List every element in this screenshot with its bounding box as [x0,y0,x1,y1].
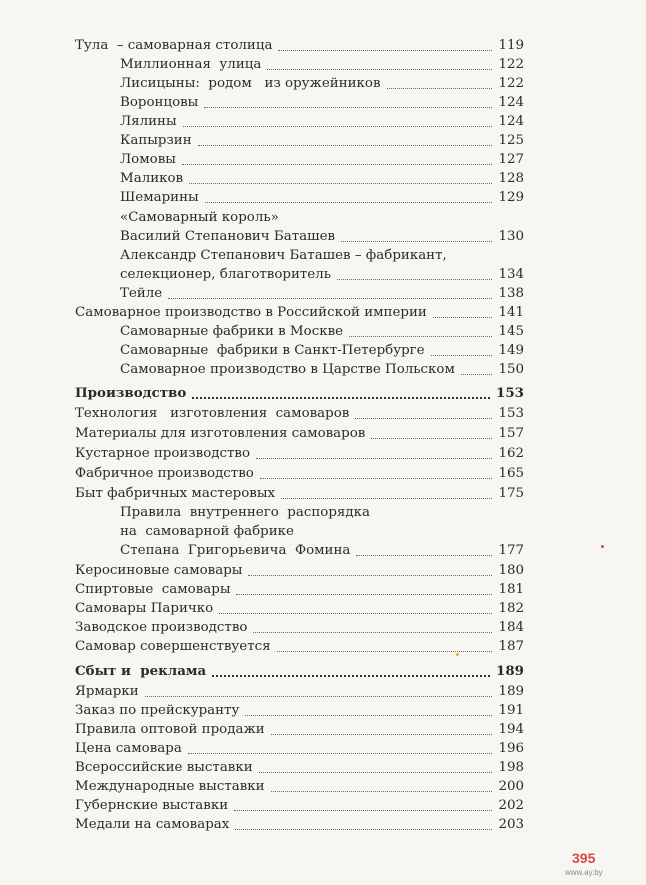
toc-entry-title: Ярмарки [75,684,139,699]
dot-leader [183,126,492,127]
decorative-speck [456,653,459,656]
dot-leader [256,458,492,459]
toc-entry-page: 200 [498,779,524,794]
toc-entry-page: 194 [498,722,524,737]
toc-entry-page: 203 [498,817,524,832]
toc-entry [75,739,524,758]
dot-leader [387,88,492,89]
toc-entry-title: Капырзин [120,133,192,148]
toc-entry [120,112,524,131]
dot-leader [431,355,492,356]
toc-entry [120,227,524,246]
dot-leader [281,498,492,499]
toc-entry-title: Заказ по прейскуранту [75,703,240,718]
watermark: www.ay.by [565,868,603,877]
toc-entry-page: 175 [498,486,524,501]
toc-entry-page: 165 [498,466,524,481]
dot-leader [204,107,492,108]
toc-entry-page: 202 [498,798,524,813]
dot-leader [356,555,492,556]
toc-entry-title: Лялины [120,114,177,129]
toc-entry [75,464,524,483]
toc-entry-title: Самовар совершенствуется [75,639,271,654]
toc-entry-page: 153 [496,385,524,401]
toc-entry [75,303,524,322]
toc-entry [75,662,524,681]
toc-entry-page: 128 [498,171,524,186]
toc-entry-title: Александр Степанович Баташев – фабрикант, [120,248,447,263]
toc-entry [75,36,524,55]
toc-entry-page: 141 [498,305,524,320]
toc-entry-title: Быт фабричных мастеровых [75,486,276,501]
toc-entry-page: 177 [498,543,524,558]
toc-entry-page: 122 [498,57,524,72]
toc-entry-page: 187 [498,639,524,654]
toc-entry-title: Правила внутреннего распорядка [120,505,370,520]
dot-leader [168,298,492,299]
toc-entry-title: Производство [75,385,187,401]
toc-entry-title: Технология изготовления самоваров [75,406,350,421]
toc-entry-page: 184 [498,620,524,635]
toc-entry-page: 129 [498,190,524,205]
toc-entry [75,599,524,618]
dot-leader [248,575,492,576]
dot-leader [192,397,490,399]
toc-entry [120,93,524,112]
toc-entry-page: 150 [498,362,524,377]
toc-entry-title: Маликов [120,171,184,186]
toc-entry [120,208,524,227]
toc-entry-page: 119 [498,38,524,53]
dot-leader [145,696,492,697]
dot-leader [267,69,492,70]
toc-entry-page: 162 [498,446,524,461]
toc-entry-title: Ломовы [120,152,176,167]
toc-entry-title: Медали на самоварах [75,817,230,832]
toc-entry [120,55,524,74]
toc-entry [75,424,524,443]
toc-entry-page: 180 [498,563,524,578]
toc-entry [120,322,524,341]
toc-entry-page: 181 [498,582,524,597]
toc-entry [75,561,524,580]
toc-entry-title: Тейле [120,286,163,301]
dot-leader [253,632,492,633]
dot-leader [271,734,492,735]
toc-entry [75,580,524,599]
decorative-speck [601,545,604,548]
toc-entry-title: Губернские выставки [75,798,229,813]
dot-leader [212,675,490,677]
toc-entry [120,522,524,541]
toc-entry-title: Шемарины [120,190,199,205]
dot-leader [234,810,492,811]
toc-entry [75,404,524,423]
toc-entry [120,131,524,150]
dot-leader [271,791,492,792]
toc-entry [75,618,524,637]
toc-entry-title: на самоварной фабрике [120,524,294,539]
toc-entry-page: 191 [498,703,524,718]
dot-leader [337,279,492,280]
dot-leader [188,753,492,754]
toc-entry [75,815,524,834]
toc-entry-title: Кустарное производство [75,446,251,461]
toc-entry [120,284,524,303]
dot-leader [278,50,492,51]
toc-entry [75,682,524,701]
toc-entry-page: 196 [498,741,524,756]
dot-leader [235,829,492,830]
toc-entry-title: Сбыт и реклама [75,663,207,679]
toc-entry [120,188,524,207]
dot-leader [355,418,492,419]
toc-entry [75,701,524,720]
toc-entry-page: 122 [498,76,524,91]
toc-entry [75,384,524,403]
toc-entry-title: Самоварное производство в Царстве Польском [120,362,455,377]
toc-entry-title: Самоварные фабрики в Санкт-Петербурге [120,343,425,358]
toc-entry [120,360,524,379]
toc-entry-title: Материалы для изготовления самоваров [75,426,366,441]
dot-leader [205,202,492,203]
toc-entry-title: Спиртовые самовары [75,582,231,597]
toc-entry-title: Воронцовы [120,95,199,110]
toc-entry-title: Цена самовара [75,741,182,756]
dot-leader [260,478,492,479]
toc-entry-page: 124 [498,114,524,129]
toc-entry-page: 145 [498,324,524,339]
toc-entry-title: Тула – самоварная столица [75,38,273,53]
toc-entry [75,444,524,463]
toc-entry [120,246,524,265]
toc-entry-page: 153 [498,406,524,421]
toc-entry-title: Василий Степанович Баташев [120,229,336,244]
toc-entry [120,265,524,284]
dot-leader [219,613,492,614]
dot-leader [341,241,492,242]
toc-entry-page: 138 [498,286,524,301]
toc-entry-title: Самовары Паричко [75,601,214,616]
dot-leader [182,164,492,165]
toc-entry-page: 198 [498,760,524,775]
toc-entry-page: 130 [498,229,524,244]
toc-entry-title: Правила оптовой продажи [75,722,265,737]
toc-entry-page: 189 [496,663,524,679]
toc-entry-page: 182 [498,601,524,616]
toc-entry-title: Миллионная улица [120,57,262,72]
toc-entry [75,484,524,503]
toc-entry-title: Самоварные фабрики в Москве [120,324,344,339]
toc-entry-title: Фабричное производство [75,466,254,481]
toc-entry-title: Степана Григорьевича Фомина [120,543,351,558]
toc-entry-page: 134 [498,267,524,282]
toc-entry [120,169,524,188]
toc-entry-page: 127 [498,152,524,167]
toc-entry-title: Самоварное производство в Российской империи [75,305,427,320]
page-number: 395 [572,850,596,866]
toc-entry [75,796,524,815]
toc-entry [120,341,524,360]
toc-entry [120,150,524,169]
dot-leader [259,772,492,773]
toc-entry [120,74,524,93]
toc-entry-title: Всероссийские выставки [75,760,253,775]
dot-leader [349,336,492,337]
dot-leader [189,183,492,184]
toc-entry-title: «Самоварный король» [120,210,279,225]
dot-leader [198,145,492,146]
toc-entry [75,758,524,777]
toc-entry-title: Заводское производство [75,620,248,635]
toc-entry [120,541,524,560]
toc-entry-page: 149 [498,343,524,358]
dot-leader [277,651,492,652]
toc-entry-page: 189 [498,684,524,699]
toc-entry [75,720,524,739]
toc-entry-page: 124 [498,95,524,110]
dot-leader [236,594,492,595]
dot-leader [245,715,492,716]
dot-leader [371,438,492,439]
toc-entry [120,503,524,522]
toc-entry-title: селекционер, благотворитель [120,267,332,282]
dot-leader [433,317,492,318]
toc-entry [75,777,524,796]
toc-entry-page: 157 [498,426,524,441]
toc-entry-title: Международные выставки [75,779,265,794]
dot-leader [461,374,492,375]
toc-entry-title: Керосиновые самовары [75,563,243,578]
toc-entry-page: 125 [498,133,524,148]
toc-entry-title: Лисицыны: родом из оружейников [120,76,381,91]
